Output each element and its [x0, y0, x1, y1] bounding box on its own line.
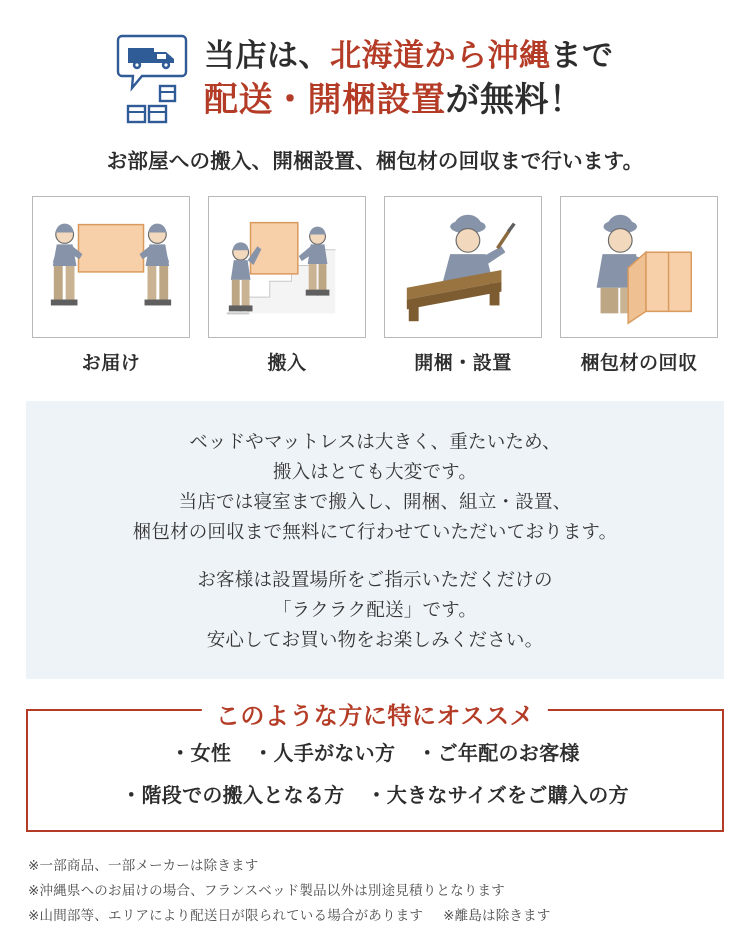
panel-line: 安心してお買い物をお楽しみください。 [206, 628, 544, 650]
headline [204, 38, 614, 121]
recommend-box [26, 702, 724, 832]
recommend-item: ・階段での搬入となる方 [121, 784, 345, 807]
delivery-truck-icon [116, 32, 194, 128]
two-workers-carrying-item-icon [32, 196, 190, 338]
note-line-3 [28, 904, 724, 929]
headline-part-1: 当店は、 [204, 37, 330, 73]
note-line: ※沖縄県へのお届けの場合、フランスベッド製品以外は別途見積りとなります [28, 882, 505, 898]
panel-line: お客様は設置場所をご指示いただくだけの [197, 568, 553, 590]
header [26, 0, 724, 128]
step-delivery [32, 196, 190, 375]
panel-line: 梱包材の回収まで無料にて行わせていただいております。 [132, 520, 618, 542]
steps-row [26, 196, 724, 375]
step-label: 開梱・設置 [414, 353, 512, 374]
panel-spacer [36, 547, 714, 565]
panel-line: 搬入はとても大変です。 [272, 460, 478, 482]
step-carry-in [208, 196, 366, 375]
panel-line: 「ラクラク配送」です。 [272, 598, 478, 620]
recommend-line-2 [38, 779, 712, 808]
headline-part-4: 配送・開梱設置 [204, 81, 446, 120]
worker-assembling-bed-icon [384, 196, 542, 338]
recommend-item: ・ご年配のお客様 [417, 742, 580, 765]
note-text: ※山間部等、エリアにより配送日が限られている場合があります [28, 907, 424, 923]
step-label: 搬入 [267, 353, 307, 374]
note-line: ※一部商品、一部メーカーは除きます [28, 857, 259, 873]
headline-part-2: 北海道から沖縄 [330, 37, 551, 73]
recommend-item: ・女性 [170, 742, 232, 765]
recommend-item: ・大きなサイズをご購入の方 [366, 784, 629, 807]
step-collect-packing [560, 196, 718, 375]
recommend-line-1 [38, 737, 712, 766]
headline-part-5: が無料！ [445, 81, 584, 120]
recommend-item: ・人手がない方 [253, 742, 396, 765]
workers-carrying-item-up-stairs-icon [208, 196, 366, 338]
panel-line: 当店では寝室まで搬入し、開梱、組立・設置、 [178, 490, 572, 512]
panel-line: ベッドやマットレスは大きく、重たいため、 [189, 431, 561, 452]
step-label: お届け [81, 353, 141, 374]
headline-part-3: まで [550, 37, 614, 73]
step-unpack-install [384, 196, 542, 375]
note-text: ※離島は除きます [443, 907, 551, 923]
description-panel [26, 401, 724, 679]
step-label: 梱包材の回収 [580, 353, 698, 374]
subheadline: お部屋への搬入、開梱設置、梱包材の回収まで行います。 [106, 150, 644, 173]
notes [26, 854, 724, 929]
worker-collecting-cardboard-icon [560, 196, 718, 338]
recommend-title: このような方に特にオススメ [202, 696, 548, 731]
